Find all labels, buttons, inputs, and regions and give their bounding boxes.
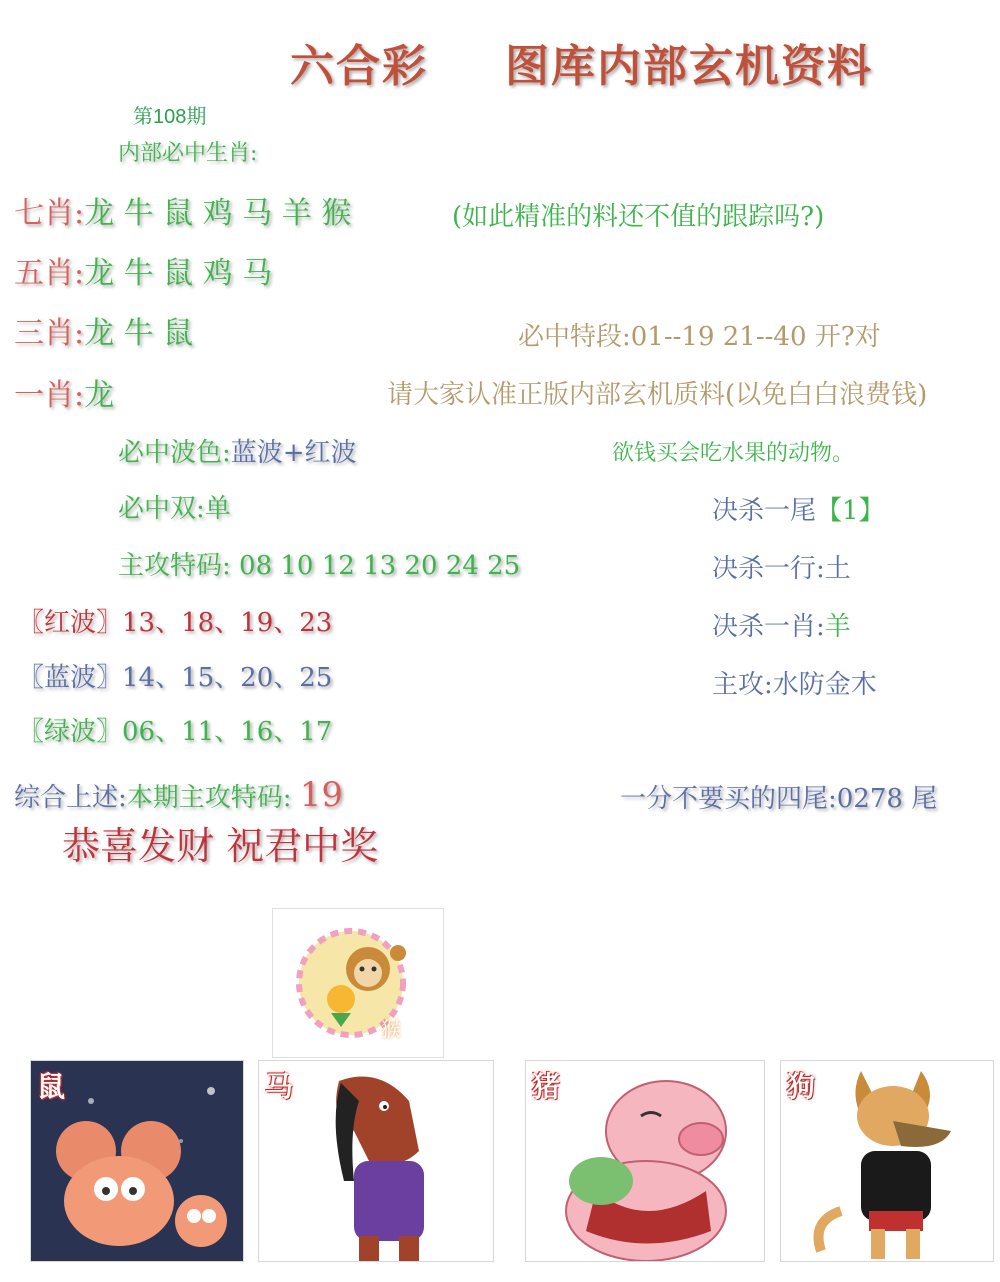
summary-prefix: 综合上述: [14,783,127,813]
wave-color-label: 必中波色: [118,438,231,468]
wave-label: 〖绿波〗 [18,717,123,747]
blessing: 恭喜发财 祝君中奖 [62,824,379,868]
tile-label: 狗 [787,1070,816,1103]
wave-red [18,602,332,639]
zodiac-line-7 [14,188,351,232]
zodiac-value: 龙 牛 鼠 鸡 马 [84,256,273,291]
subtitle: 内部必中生肖: [118,141,258,166]
wave-label: 〖红波〗 [18,608,123,638]
special-range-note: 必中特段:01--19 21--40 开?对 [518,322,881,352]
zodiac-value: 龙 [84,378,115,413]
zodiac-value: 龙 牛 鼠 [84,316,194,351]
eliminate-tail-value: 【1】 [816,496,885,526]
tile-label: 猪 [532,1070,561,1103]
tile-label: 马 [265,1070,294,1103]
genuine-note: 请大家认准正版内部玄机质料(以免白白浪费钱) [387,380,928,410]
monkey-icon [273,909,443,1057]
zodiac-line-3 [14,308,193,352]
summary-number: 19 [299,775,344,815]
issue-number: 第108期 [133,106,207,128]
pig-image [525,1060,765,1262]
summary-tails: 一分不要买的四尾:0278 尾 [620,784,938,814]
zodiac-line-1 [14,370,114,414]
wave-blue [18,657,332,694]
wave-green [18,711,332,748]
horse-icon [259,1061,493,1261]
title-right: 图库内部玄机资料 [505,41,873,92]
monkey-caption: 猴 [381,1017,401,1041]
title-left: 六合彩 [290,41,428,92]
zodiac-label: 七肖: [14,196,85,231]
summary [14,775,343,815]
tile-label: 鼠 [37,1070,66,1103]
eliminate-zodiac-label: 决杀一肖: [712,612,825,642]
main-attack: 主攻:水防金木 [712,670,877,700]
zodiac-value: 龙 牛 鼠 鸡 马 羊 猴 [84,196,352,231]
odd-even-pick: 必中双:单 [118,494,231,524]
zodiac-line-5 [14,248,272,292]
wave-numbers: 14、15、20、25 [122,663,333,693]
eliminate-element: 决杀一行:土 [712,554,851,584]
horse-image [258,1060,494,1262]
riddle-note: 欲钱买会吃水果的动物。 [612,441,855,466]
pig-icon [526,1061,764,1261]
main-codes-pick: 主攻特码: 08 10 12 13 20 24 25 [118,551,521,581]
zodiac-label: 三肖: [14,316,85,351]
zodiac-label: 五肖: [14,256,85,291]
wave-numbers: 06、11、16、17 [122,717,333,747]
wave-label: 〖蓝波〗 [18,663,123,693]
wave-color-pick [118,432,357,469]
eliminate-tail [712,490,885,527]
summary-label: 本期主攻特码: [126,783,292,813]
wave-color-value: 蓝波+红波 [230,438,357,468]
eliminate-zodiac-value: 羊 [824,612,851,642]
accuracy-note: (如此精准的料还不值的跟踪吗?) [452,202,825,232]
monkey-image [272,908,444,1058]
wave-numbers: 13、18、19、23 [122,608,333,638]
eliminate-tail-label: 决杀一尾 [712,496,817,526]
zodiac-label: 一肖: [14,378,85,413]
eliminate-zodiac [712,606,851,643]
dog-image [780,1060,994,1262]
rat-image [30,1060,244,1262]
